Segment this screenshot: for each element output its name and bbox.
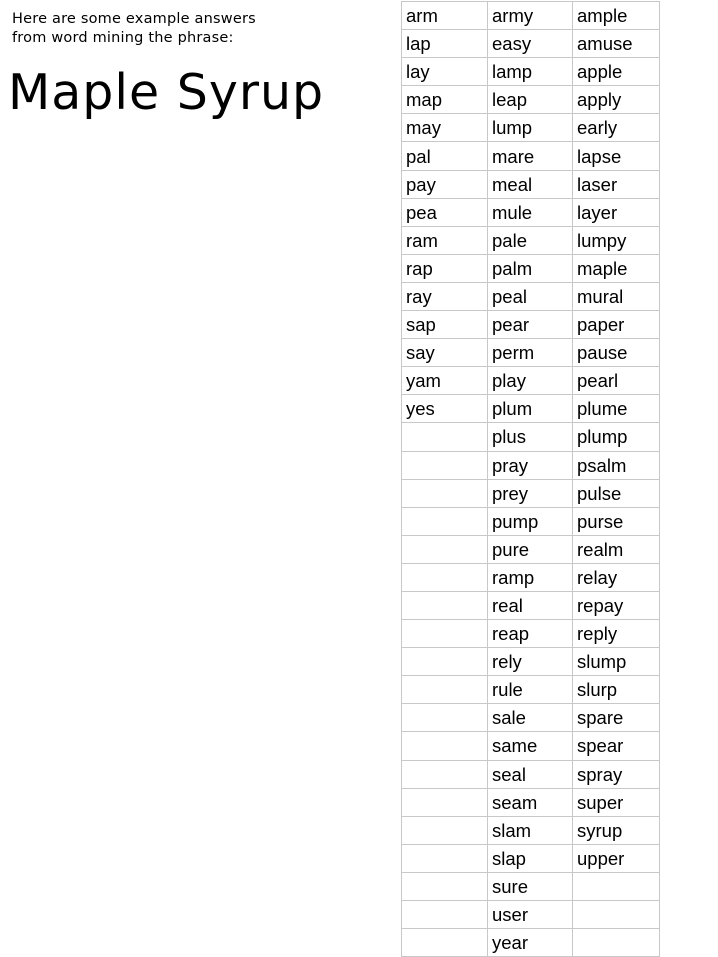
- word-cell: rule: [488, 676, 573, 704]
- word-cell: [402, 648, 488, 676]
- word-cell: mule: [488, 198, 573, 226]
- word-cell: seam: [488, 788, 573, 816]
- word-cell: laser: [573, 170, 660, 198]
- word-cell: apple: [573, 58, 660, 86]
- word-cell: ramp: [488, 563, 573, 591]
- word-row: [402, 226, 660, 254]
- word-cell: leap: [488, 86, 573, 114]
- word-cell: paper: [573, 311, 660, 339]
- word-cell: perm: [488, 339, 573, 367]
- word-cell: [402, 620, 488, 648]
- word-table: [401, 1, 660, 957]
- phrase-title: Maple Syrup: [8, 64, 325, 121]
- word-row: [402, 30, 660, 58]
- word-cell: [402, 901, 488, 929]
- intro-line-1: Here are some example answers: [12, 11, 256, 27]
- word-cell: user: [488, 901, 573, 929]
- word-cell: pump: [488, 507, 573, 535]
- word-cell: [402, 760, 488, 788]
- word-row: [402, 451, 660, 479]
- word-cell: year: [488, 929, 573, 957]
- word-cell: mare: [488, 142, 573, 170]
- word-cell: [402, 704, 488, 732]
- word-cell: [573, 872, 660, 900]
- word-cell: real: [488, 591, 573, 619]
- word-cell: pray: [488, 451, 573, 479]
- word-cell: pearl: [573, 367, 660, 395]
- word-cell: arm: [402, 2, 488, 30]
- word-cell: lamp: [488, 58, 573, 86]
- word-cell: yam: [402, 367, 488, 395]
- word-cell: [402, 451, 488, 479]
- word-cell: lumpy: [573, 226, 660, 254]
- word-cell: ray: [402, 282, 488, 310]
- word-cell: mural: [573, 282, 660, 310]
- word-row: [402, 395, 660, 423]
- word-cell: reap: [488, 620, 573, 648]
- word-cell: pay: [402, 170, 488, 198]
- word-row: [402, 479, 660, 507]
- word-row: [402, 760, 660, 788]
- word-cell: plume: [573, 395, 660, 423]
- word-cell: [402, 844, 488, 872]
- word-cell: play: [488, 367, 573, 395]
- word-cell: pause: [573, 339, 660, 367]
- word-cell: rap: [402, 254, 488, 282]
- word-cell: spray: [573, 760, 660, 788]
- word-cell: [402, 732, 488, 760]
- word-cell: pale: [488, 226, 573, 254]
- word-cell: early: [573, 114, 660, 142]
- word-cell: plus: [488, 423, 573, 451]
- word-cell: super: [573, 788, 660, 816]
- word-row: [402, 676, 660, 704]
- word-row: [402, 339, 660, 367]
- word-cell: relay: [573, 563, 660, 591]
- word-cell: sale: [488, 704, 573, 732]
- word-row: [402, 2, 660, 30]
- word-cell: pulse: [573, 479, 660, 507]
- word-row: [402, 929, 660, 957]
- word-cell: plum: [488, 395, 573, 423]
- word-cell: ample: [573, 2, 660, 30]
- word-cell: meal: [488, 170, 573, 198]
- word-table-body: [402, 2, 660, 957]
- word-row: [402, 282, 660, 310]
- word-cell: [402, 788, 488, 816]
- word-cell: [402, 676, 488, 704]
- word-cell: pear: [488, 311, 573, 339]
- word-cell: slump: [573, 648, 660, 676]
- word-cell: lay: [402, 58, 488, 86]
- word-cell: easy: [488, 30, 573, 58]
- word-row: [402, 901, 660, 929]
- word-cell: [402, 929, 488, 957]
- word-cell: psalm: [573, 451, 660, 479]
- intro-line-2: from word mining the phrase:: [12, 30, 234, 46]
- word-cell: say: [402, 339, 488, 367]
- word-cell: [402, 479, 488, 507]
- word-cell: seal: [488, 760, 573, 788]
- word-cell: pure: [488, 535, 573, 563]
- word-row: [402, 367, 660, 395]
- word-cell: prey: [488, 479, 573, 507]
- word-row: [402, 170, 660, 198]
- word-cell: reply: [573, 620, 660, 648]
- word-cell: [573, 929, 660, 957]
- word-cell: [402, 816, 488, 844]
- word-cell: lap: [402, 30, 488, 58]
- word-cell: [402, 563, 488, 591]
- word-cell: slurp: [573, 676, 660, 704]
- word-cell: amuse: [573, 30, 660, 58]
- word-cell: army: [488, 2, 573, 30]
- word-row: [402, 844, 660, 872]
- word-row: [402, 58, 660, 86]
- word-cell: slam: [488, 816, 573, 844]
- word-cell: maple: [573, 254, 660, 282]
- word-cell: lump: [488, 114, 573, 142]
- word-cell: sap: [402, 311, 488, 339]
- word-cell: map: [402, 86, 488, 114]
- word-cell: same: [488, 732, 573, 760]
- word-row: [402, 198, 660, 226]
- word-cell: syrup: [573, 816, 660, 844]
- word-cell: [402, 591, 488, 619]
- word-cell: [402, 423, 488, 451]
- word-row: [402, 704, 660, 732]
- word-row: [402, 788, 660, 816]
- word-row: [402, 872, 660, 900]
- word-row: [402, 423, 660, 451]
- word-cell: spare: [573, 704, 660, 732]
- word-cell: may: [402, 114, 488, 142]
- word-cell: upper: [573, 844, 660, 872]
- word-row: [402, 620, 660, 648]
- word-cell: pea: [402, 198, 488, 226]
- word-row: [402, 732, 660, 760]
- word-cell: [402, 535, 488, 563]
- word-row: [402, 648, 660, 676]
- word-row: [402, 535, 660, 563]
- word-row: [402, 816, 660, 844]
- intro-text: [12, 10, 342, 48]
- word-row: [402, 563, 660, 591]
- word-cell: realm: [573, 535, 660, 563]
- word-cell: apply: [573, 86, 660, 114]
- word-cell: slap: [488, 844, 573, 872]
- word-row: [402, 591, 660, 619]
- word-cell: layer: [573, 198, 660, 226]
- word-cell: palm: [488, 254, 573, 282]
- word-cell: lapse: [573, 142, 660, 170]
- word-cell: ram: [402, 226, 488, 254]
- word-row: [402, 311, 660, 339]
- word-row: [402, 507, 660, 535]
- word-cell: rely: [488, 648, 573, 676]
- word-cell: [402, 507, 488, 535]
- word-cell: sure: [488, 872, 573, 900]
- word-cell: [402, 872, 488, 900]
- word-row: [402, 86, 660, 114]
- word-cell: peal: [488, 282, 573, 310]
- word-cell: repay: [573, 591, 660, 619]
- word-cell: yes: [402, 395, 488, 423]
- word-row: [402, 254, 660, 282]
- word-row: [402, 142, 660, 170]
- word-cell: [573, 901, 660, 929]
- word-cell: pal: [402, 142, 488, 170]
- word-cell: plump: [573, 423, 660, 451]
- word-cell: spear: [573, 732, 660, 760]
- word-row: [402, 114, 660, 142]
- word-cell: purse: [573, 507, 660, 535]
